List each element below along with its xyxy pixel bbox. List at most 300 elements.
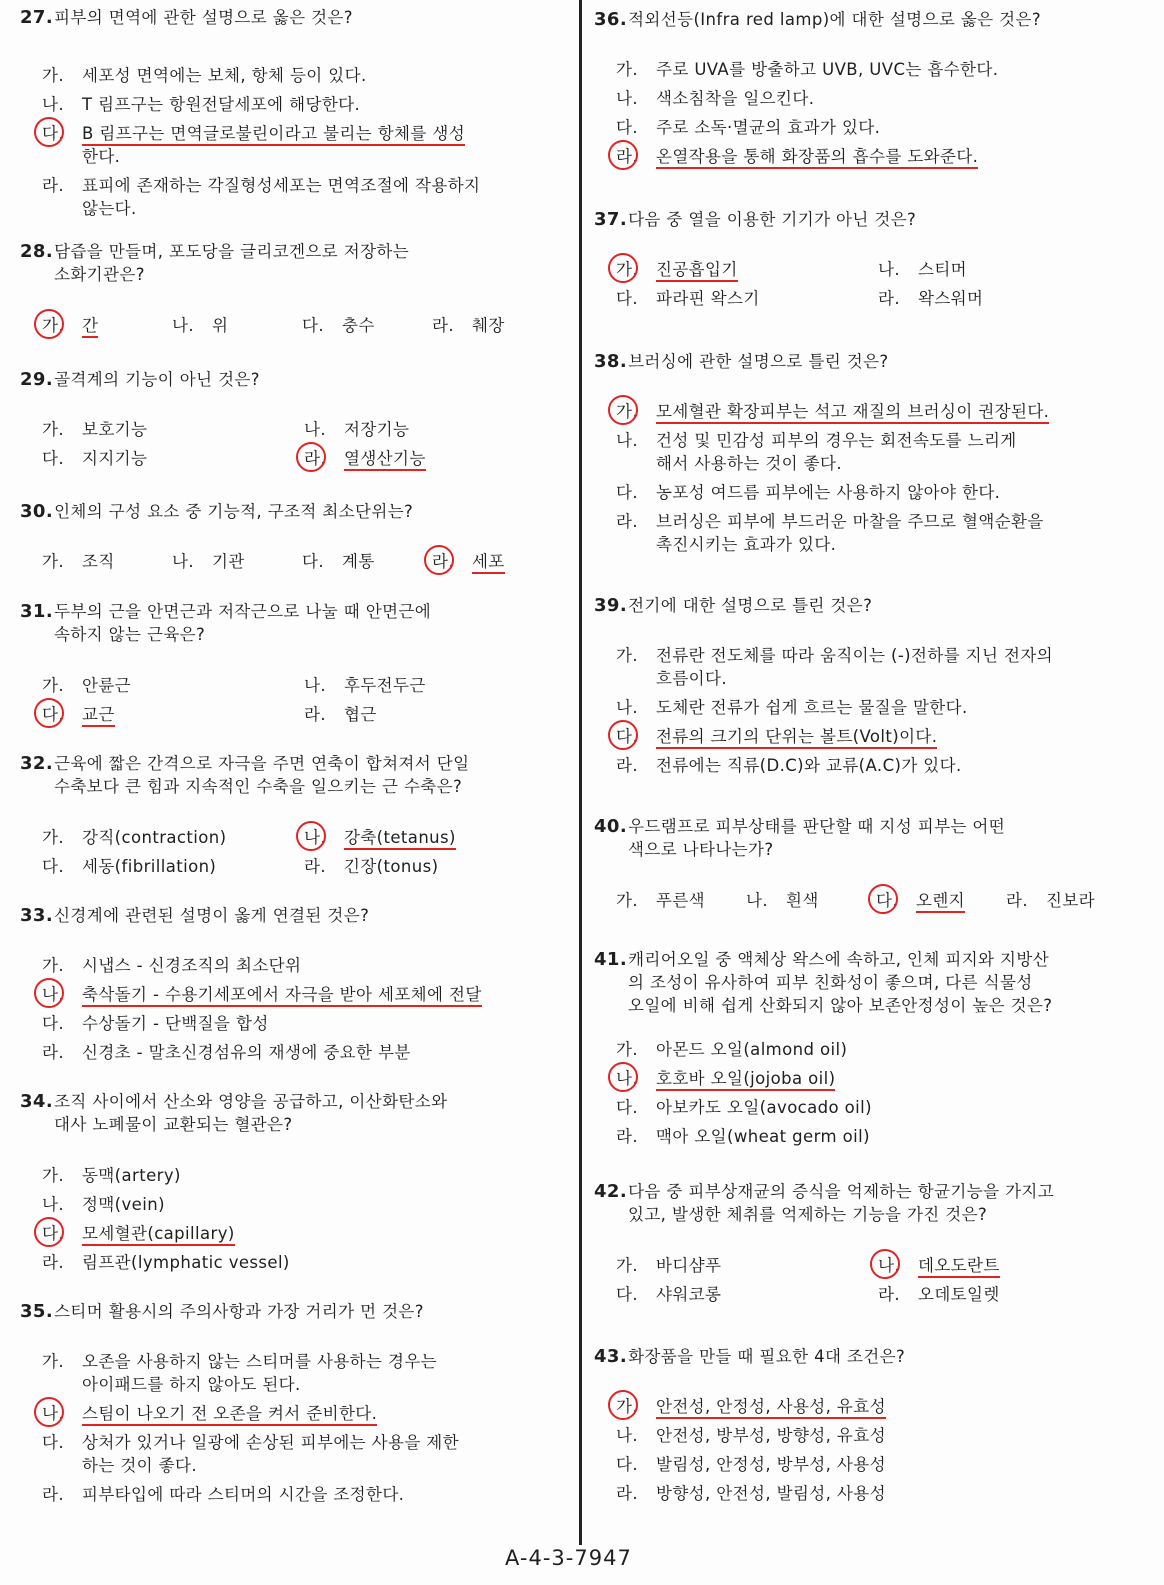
option-text: 안전성, 방부성, 방향성, 유효성 [656, 1426, 886, 1445]
question-stem [20, 1300, 580, 1323]
question-text-line: 인체의 구성 요소 중 기능적, 구조적 최소단위는? [54, 502, 414, 521]
option-marker: 라. [878, 289, 900, 308]
option-3[interactable] [594, 481, 1000, 504]
question-stem [594, 1180, 1154, 1226]
answer-circle-icon [608, 1390, 638, 1420]
option-text: 해서 사용하는 것이 좋다. [656, 454, 842, 473]
answer-circle-icon [296, 442, 326, 472]
option-3[interactable] [280, 314, 375, 337]
option-text: 모세혈관(capillary) [82, 1224, 235, 1246]
question-43 [594, 1345, 1154, 1503]
option-marker: 라. [616, 512, 638, 531]
option-marker: 가. [616, 260, 638, 279]
option-text: 교근 [82, 705, 115, 727]
option-2[interactable] [594, 87, 814, 110]
answer-circle-icon [870, 1249, 900, 1279]
option-marker: 다. [616, 118, 638, 137]
question-text-line: 대사 노폐물이 교환되는 혈관은? [54, 1115, 293, 1134]
option-text: 보호기능 [82, 420, 148, 439]
option-3[interactable] [20, 1012, 269, 1035]
option-marker: 나. [172, 552, 194, 571]
option-marker: 라. [1006, 891, 1028, 910]
option-marker: 가. [616, 646, 638, 665]
option-text: 아몬드 오일(almond oil) [656, 1040, 848, 1059]
option-4[interactable] [410, 550, 505, 573]
question-number: 29. [20, 369, 54, 390]
option-marker: 가. [616, 60, 638, 79]
option-1[interactable] [594, 258, 738, 281]
answer-circle-icon [608, 720, 638, 750]
option-marker: 라. [432, 552, 454, 571]
option-text: 오데토일렛 [918, 1285, 1000, 1304]
option-text: 아보카도 오일(avocado oil) [656, 1098, 872, 1117]
option-text: 위 [212, 316, 229, 335]
option-4[interactable] [20, 1251, 290, 1274]
question-35 [20, 1300, 580, 1504]
option-text: 주로 소독·멸균의 효과가 있다. [656, 118, 881, 137]
question-stem [594, 948, 1154, 1017]
option-marker: 나. [172, 316, 194, 335]
option-marker: 라. [616, 1484, 638, 1503]
option-3[interactable] [20, 1431, 459, 1477]
question-number: 32. [20, 753, 54, 774]
question-37 [594, 208, 1154, 308]
question-text-line: 전기에 대한 설명으로 틀린 것은? [628, 596, 873, 615]
option-text: 안전성, 안정성, 사용성, 유효성 [656, 1397, 886, 1419]
option-text: 흰색 [786, 891, 819, 910]
option-marker: 다. [616, 1285, 638, 1304]
answer-circle-icon [34, 1397, 64, 1427]
option-marker: 나. [42, 1404, 64, 1423]
question-number: 33. [20, 905, 54, 926]
question-text-line: 담즙을 만들며, 포도당을 글리코겐으로 저장하는 [54, 242, 410, 261]
question-29 [20, 368, 580, 468]
option-text: 충수 [342, 316, 375, 335]
option-marker: 라. [42, 1485, 64, 1504]
question-39 [594, 594, 1154, 775]
option-text: 왁스워머 [918, 289, 984, 308]
question-number: 35. [20, 1301, 54, 1322]
option-text: 췌장 [472, 316, 505, 335]
option-marker: 나. [304, 828, 326, 847]
question-stem [20, 6, 580, 29]
option-3[interactable] [854, 889, 965, 912]
question-text-line: 브러싱에 관한 설명으로 틀린 것은? [628, 352, 889, 371]
option-marker: 나. [616, 431, 638, 450]
option-1[interactable] [20, 1350, 437, 1396]
option-marker: 나. [616, 89, 638, 108]
question-text-line: 근육에 짧은 간격으로 자극을 주면 연축이 합쳐져서 단일 [54, 754, 470, 773]
question-number: 42. [594, 1181, 628, 1202]
answer-circle-icon [608, 253, 638, 283]
option-text: 저장기능 [344, 420, 410, 439]
option-text: 방향성, 안전성, 발림성, 사용성 [656, 1484, 886, 1503]
question-number: 41. [594, 949, 628, 970]
question-41 [594, 948, 1154, 1146]
option-4[interactable] [594, 510, 1044, 556]
option-3[interactable] [20, 855, 216, 878]
option-text: 농포성 여드름 피부에는 사용하지 않아야 한다. [656, 483, 1001, 502]
option-marker: 가. [42, 828, 64, 847]
option-marker: 라. [304, 857, 326, 876]
option-1[interactable] [594, 644, 1053, 690]
option-4[interactable] [20, 1041, 411, 1064]
option-2[interactable] [150, 314, 228, 337]
option-4[interactable] [984, 889, 1095, 912]
option-marker: 라. [42, 1043, 64, 1062]
option-2[interactable] [150, 550, 245, 573]
option-marker: 나. [616, 1069, 638, 1088]
question-number: 30. [20, 501, 54, 522]
option-1[interactable] [594, 1038, 847, 1061]
option-marker: 가. [616, 1397, 638, 1416]
option-text: 데오도란트 [918, 1256, 1000, 1278]
option-text: 표피에 존재하는 각질형성세포는 면역조절에 작용하지 [82, 176, 481, 195]
question-text-line: 의 조성이 유사하여 피부 친화성이 좋으며, 다른 식물성 [628, 973, 1033, 992]
question-text-line: 신경계에 관련된 설명이 옳게 연결된 것은? [54, 906, 370, 925]
option-marker: 다. [302, 552, 324, 571]
option-marker: 가. [42, 420, 64, 439]
option-text: 않는다. [82, 199, 137, 218]
option-1[interactable] [20, 1164, 181, 1187]
option-marker: 가. [42, 956, 64, 975]
option-marker: 라. [304, 449, 326, 468]
option-text: 오렌지 [916, 891, 965, 913]
option-text: 동맥(artery) [82, 1166, 181, 1185]
question-32 [20, 752, 580, 876]
question-stem [20, 600, 580, 646]
answer-circle-icon [34, 978, 64, 1008]
answer-circle-icon [34, 309, 64, 339]
question-number: 34. [20, 1091, 54, 1112]
option-1[interactable] [594, 400, 1049, 423]
question-stem [594, 1345, 1154, 1368]
answer-circle-icon [34, 698, 64, 728]
question-stem [20, 752, 580, 798]
question-text-line: 우드램프로 피부상태를 판단할 때 지성 피부는 어떤 [628, 817, 1006, 836]
option-4[interactable] [856, 1283, 1000, 1306]
option-text: 아이패드를 하지 않아도 된다. [82, 1375, 301, 1394]
option-marker: 라. [304, 705, 326, 724]
option-marker: 나. [42, 1195, 64, 1214]
option-text: 바디샴푸 [656, 1256, 722, 1275]
question-text-line: 다음 중 피부상재균의 증식을 억제하는 항균기능을 가지고 [628, 1182, 1055, 1201]
option-1[interactable] [20, 64, 367, 87]
question-text-line: 소화기관은? [54, 265, 145, 284]
answer-circle-icon [296, 821, 326, 851]
option-3[interactable] [20, 122, 465, 168]
option-marker: 라. [878, 1285, 900, 1304]
option-4[interactable] [282, 855, 438, 878]
option-text: 주로 UVA를 방출하고 UVB, UVC는 흡수한다. [656, 60, 999, 79]
option-text: 강축(tetanus) [344, 828, 456, 850]
option-2[interactable] [20, 1193, 165, 1216]
option-2[interactable] [594, 1067, 835, 1090]
question-stem [594, 594, 1154, 617]
question-stem [594, 350, 1154, 373]
option-text: 지지기능 [82, 449, 148, 468]
option-text: 전류의 크기의 단위는 볼트(Volt)이다. [656, 727, 937, 749]
option-marker: 라. [42, 1253, 64, 1272]
option-marker: 다. [42, 449, 64, 468]
option-text: 신경초 - 말초신경섬유의 재생에 중요한 부분 [82, 1043, 411, 1062]
option-3[interactable] [20, 1222, 235, 1245]
option-4[interactable] [856, 287, 983, 310]
option-1[interactable] [20, 954, 301, 977]
option-marker: 가. [616, 1040, 638, 1059]
option-marker: 라. [616, 1127, 638, 1146]
option-text: 후두전두근 [344, 676, 426, 695]
option-3[interactable] [280, 550, 375, 573]
option-marker: 가. [42, 552, 64, 571]
question-text-line: 두부의 근을 안면근과 저작근으로 나눌 때 안면근에 [54, 602, 432, 621]
question-34 [20, 1090, 580, 1272]
question-text-line: 골격계의 기능이 아닌 것은? [54, 370, 260, 389]
option-1[interactable] [594, 1395, 886, 1418]
option-text: 기관 [212, 552, 245, 571]
option-text: 협근 [344, 705, 377, 724]
option-2[interactable] [856, 258, 967, 281]
option-3[interactable] [594, 1453, 886, 1476]
option-marker: 나. [878, 1256, 900, 1275]
question-number: 27. [20, 7, 54, 28]
option-text: 모세혈관 확장피부는 석고 재질의 브러싱이 권장된다. [656, 402, 1049, 424]
option-text: 조직 [82, 552, 115, 571]
option-marker: 라. [616, 147, 638, 166]
option-marker: 가. [42, 316, 64, 335]
option-marker: 나. [878, 260, 900, 279]
option-marker: 다. [616, 727, 638, 746]
question-stem [20, 904, 580, 927]
question-40 [594, 815, 1154, 910]
option-text: 진공흡입기 [656, 260, 738, 282]
option-text: 세포 [472, 552, 505, 574]
question-stem [20, 240, 580, 286]
option-text: 한다. [82, 147, 121, 166]
option-marker: 가. [42, 1352, 64, 1371]
option-text: 촉진시키는 효과가 있다. [656, 535, 837, 554]
question-38 [594, 350, 1154, 554]
question-stem [20, 500, 580, 523]
option-1[interactable] [594, 58, 998, 81]
option-text: 전류란 전도체를 따라 움직이는 (-)전하를 지닌 전자의 [656, 646, 1054, 665]
option-marker: 다. [42, 705, 64, 724]
option-4[interactable] [20, 1483, 404, 1506]
option-marker: 다. [302, 316, 324, 335]
option-text: 색소침착을 일으킨다. [656, 89, 815, 108]
question-number: 37. [594, 209, 628, 230]
option-text: 진보라 [1046, 891, 1096, 910]
page-footer-code: A-4-3-7947 [505, 1546, 632, 1570]
option-text: 전류에는 직류(D.C)와 교류(A.C)가 있다. [656, 756, 962, 775]
option-3[interactable] [20, 703, 115, 726]
option-1[interactable] [20, 550, 115, 573]
option-2[interactable] [20, 93, 360, 116]
option-2[interactable] [856, 1254, 1000, 1277]
question-stem [20, 368, 580, 391]
question-30 [20, 500, 580, 571]
option-text: 스티머 [918, 260, 968, 279]
option-text: 오존을 사용하지 않는 스티머를 사용하는 경우는 [82, 1352, 438, 1371]
answer-circle-icon [34, 117, 64, 147]
question-number: 31. [20, 601, 54, 622]
option-1[interactable] [594, 1254, 721, 1277]
option-text: 긴장(tonus) [344, 857, 439, 876]
option-text: 간 [82, 316, 98, 338]
option-marker: 다. [42, 124, 64, 143]
answer-circle-icon [424, 545, 454, 575]
question-number: 38. [594, 351, 628, 372]
option-3[interactable] [594, 725, 937, 748]
option-1[interactable] [20, 418, 147, 441]
option-marker: 나. [304, 676, 326, 695]
option-marker: 나. [304, 420, 326, 439]
answer-circle-icon [34, 1217, 64, 1247]
option-text: 브러싱은 피부에 부드러운 마찰을 주므로 혈액순환을 [656, 512, 1044, 531]
question-36 [594, 8, 1154, 166]
option-marker: 가. [616, 891, 638, 910]
option-text: 강직(contraction) [82, 828, 227, 847]
option-marker: 가. [42, 66, 64, 85]
option-text: 도체란 전류가 쉽게 흐르는 물질을 말한다. [656, 698, 968, 717]
question-stem [594, 8, 1154, 31]
question-33 [20, 904, 580, 1062]
question-text-line: 다음 중 열을 이용한 기기가 아닌 것은? [628, 210, 917, 229]
question-text-line: 캐리어오일 중 액체상 왁스에 속하고, 인체 피지와 지방산 [628, 950, 1050, 969]
option-4[interactable] [410, 314, 505, 337]
option-2[interactable] [20, 1402, 377, 1425]
option-text: 맥아 오일(wheat germ oil) [656, 1127, 870, 1146]
option-marker: 나. [616, 698, 638, 717]
option-text: 세동(fibrillation) [82, 857, 217, 876]
option-1[interactable] [20, 314, 98, 337]
question-number: 39. [594, 595, 628, 616]
option-1[interactable] [20, 826, 226, 849]
option-text: 스팀이 나오기 전 오존을 켜서 준비한다. [82, 1404, 377, 1426]
question-text-line: 스티머 활용시의 주의사항과 가장 거리가 먼 것은? [54, 1302, 424, 1321]
option-text: 시냅스 - 신경조직의 최소단위 [82, 956, 302, 975]
option-text: 건성 및 민감성 피부의 경우는 회전속도를 느리게 [656, 431, 1017, 450]
option-text: 정맥(vein) [82, 1195, 165, 1214]
answer-circle-icon [608, 140, 638, 170]
question-text-line: 피부의 면역에 관한 설명으로 옳은 것은? [54, 8, 353, 27]
option-marker: 다. [42, 1224, 64, 1243]
option-marker: 다. [42, 1014, 64, 1033]
option-2[interactable] [594, 1424, 886, 1447]
option-marker: 다. [616, 1098, 638, 1117]
option-marker: 나. [616, 1426, 638, 1445]
option-marker: 가. [42, 1166, 64, 1185]
option-text: 축삭돌기 - 수용기세포에서 자극을 받아 세포체에 전달 [82, 985, 482, 1007]
question-text-line: 오일에 비해 쉽게 산화되지 않아 보존안정성이 높은 것은? [628, 996, 1053, 1015]
option-3[interactable] [594, 1096, 872, 1119]
option-2[interactable] [594, 696, 968, 719]
option-marker: 가. [42, 676, 64, 695]
option-text: 흐름이다. [656, 669, 728, 688]
option-2[interactable] [20, 983, 482, 1006]
option-text: 수상돌기 - 단백질을 합성 [82, 1014, 269, 1033]
option-4[interactable] [594, 1482, 886, 1505]
option-text: 발림성, 안정성, 방부성, 사용성 [656, 1455, 886, 1474]
question-text-line: 조직 사이에서 산소와 영양을 공급하고, 이산화탄소와 [54, 1092, 448, 1111]
option-3[interactable] [594, 287, 760, 310]
question-text-line: 화장품을 만들 때 필요한 4대 조건은? [628, 1347, 906, 1366]
option-3[interactable] [594, 116, 880, 139]
option-text: 열생산기능 [344, 449, 426, 471]
option-4[interactable] [594, 145, 978, 168]
answer-circle-icon [608, 1062, 638, 1092]
question-stem [594, 208, 1154, 231]
question-number: 43. [594, 1346, 628, 1367]
question-number: 40. [594, 816, 628, 837]
option-marker: 다. [42, 857, 64, 876]
option-text: 세포성 면역에는 보체, 항체 등이 있다. [82, 66, 367, 85]
option-3[interactable] [594, 1283, 721, 1306]
option-marker: 가. [616, 1256, 638, 1275]
option-4[interactable] [20, 174, 480, 220]
question-text-line: 색으로 나타나는가? [628, 840, 774, 859]
option-marker: 다. [42, 1433, 64, 1452]
option-marker: 라. [42, 176, 64, 195]
question-stem [594, 815, 1154, 861]
option-2[interactable] [282, 418, 409, 441]
option-4[interactable] [594, 1125, 870, 1148]
option-marker: 나. [42, 985, 64, 1004]
question-42 [594, 1180, 1154, 1304]
question-text-line: 있고, 발생한 체취를 억제하는 기능을 가진 것은? [628, 1205, 988, 1224]
option-text: 호호바 오일(jojoba oil) [656, 1069, 835, 1091]
question-text-line: 적외선등(Infra red lamp)에 대한 설명으로 옳은 것은? [628, 10, 1041, 29]
option-text: 하는 것이 좋다. [82, 1456, 197, 1475]
answer-circle-icon [868, 884, 898, 914]
option-text: 림프관(lymphatic vessel) [82, 1253, 290, 1272]
option-text: T 림프구는 항원전달세포에 해당한다. [82, 95, 361, 114]
option-text: 샤워코롱 [656, 1285, 722, 1304]
question-number: 36. [594, 9, 628, 30]
option-text: 파라핀 왁스기 [656, 289, 760, 308]
option-2[interactable] [724, 889, 819, 912]
option-3[interactable] [20, 447, 147, 470]
option-2[interactable] [282, 826, 456, 849]
answer-circle-icon [608, 395, 638, 425]
option-marker: 다. [616, 289, 638, 308]
option-marker: 나. [746, 891, 768, 910]
option-4[interactable] [282, 703, 377, 726]
option-text: 온열작용을 통해 화장품의 흡수를 도와준다. [656, 147, 978, 169]
option-text: 푸른색 [656, 891, 706, 910]
question-text-line: 수축보다 큰 힘과 지속적인 수축을 일으키는 근 수축은? [54, 777, 463, 796]
question-stem [20, 1090, 580, 1136]
question-text-line: 속하지 않는 근육은? [54, 625, 206, 644]
option-marker: 다. [876, 891, 898, 910]
option-marker: 가. [616, 402, 638, 421]
option-1[interactable] [594, 889, 705, 912]
option-marker: 라. [432, 316, 454, 335]
option-marker: 다. [616, 483, 638, 502]
option-1[interactable] [20, 674, 131, 697]
option-2[interactable] [594, 429, 1017, 475]
option-marker: 다. [616, 1455, 638, 1474]
question-31 [20, 600, 580, 724]
option-4[interactable] [282, 447, 426, 470]
option-text: 계통 [342, 552, 375, 571]
option-text: 안륜근 [82, 676, 132, 695]
option-text: 피부타입에 따라 스티머의 시간을 조정한다. [82, 1485, 405, 1504]
option-4[interactable] [594, 754, 962, 777]
option-marker: 나. [42, 95, 64, 114]
option-2[interactable] [282, 674, 426, 697]
question-28 [20, 240, 580, 335]
